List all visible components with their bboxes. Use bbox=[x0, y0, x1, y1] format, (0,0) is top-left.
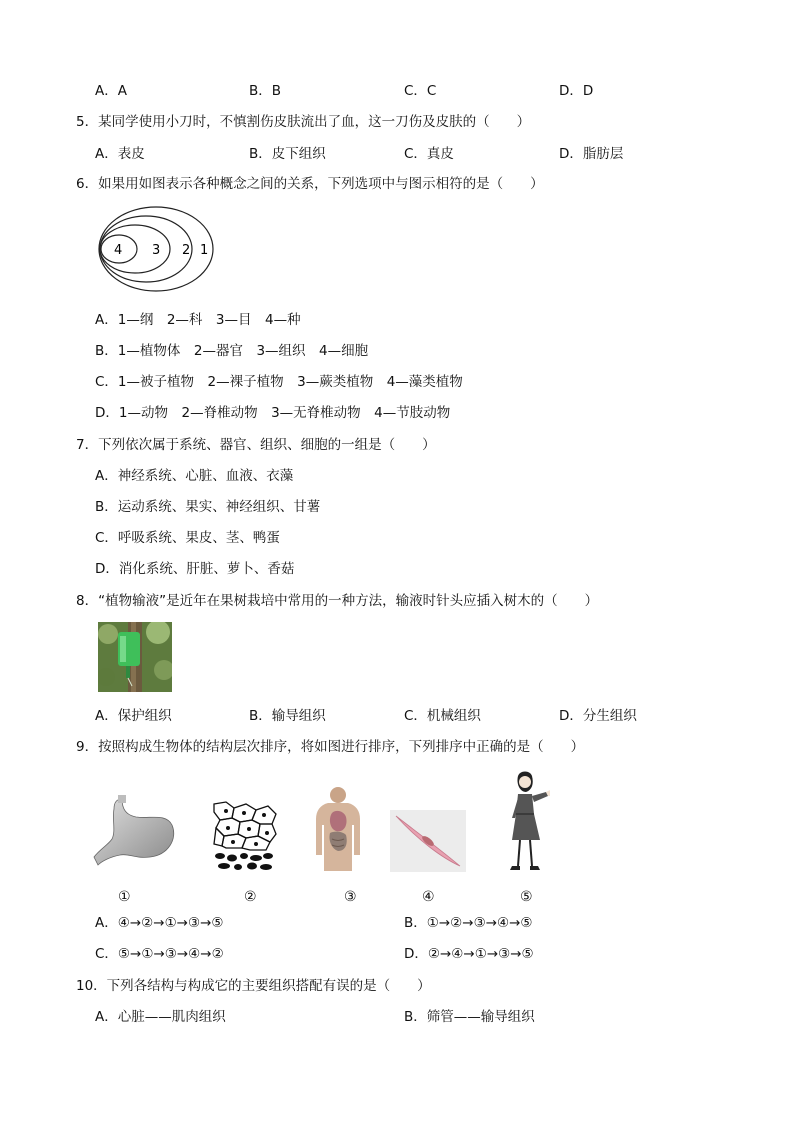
q8-option-a: A．保护组织 bbox=[95, 708, 172, 724]
muscle-cell-illustration bbox=[390, 810, 466, 872]
q5-option-c: C．真皮 bbox=[404, 146, 454, 162]
figure-label-1: ① bbox=[118, 889, 131, 905]
figure-label-2: ② bbox=[244, 889, 257, 905]
figure-label-3: ③ bbox=[344, 889, 357, 905]
q6-option-a: A．1—纲 2—科 3—目 4—种 bbox=[95, 312, 301, 328]
q9-option-c: C．⑤→①→③→④→② bbox=[95, 946, 224, 962]
question-10-stem: 10．下列各结构与构成它的主要组织搭配有误的是（ ） bbox=[76, 978, 431, 994]
label-4: 4 bbox=[114, 243, 123, 258]
question-5-stem: 5．某同学使用小刀时，不慎割伤皮肤流出了血，这一刀伤及皮肤的（ ） bbox=[76, 114, 531, 130]
q7-option-d: D．消化系统、肝脏、萝卜、香菇 bbox=[95, 561, 295, 577]
stomach-illustration bbox=[92, 795, 178, 867]
q5-option-a: A．表皮 bbox=[95, 146, 145, 162]
label-2: 2 bbox=[182, 243, 191, 258]
q8-option-d: D．分生组织 bbox=[559, 708, 637, 724]
question-8-stem: 8．“植物输液”是近年在果树栽培中常用的一种方法，输液时针头应插入树木的（ ） bbox=[76, 593, 599, 609]
question-9-stem: 9．按照构成生物体的结构层次排序，将如图进行排序，下列排序中正确的是（ ） bbox=[76, 739, 585, 755]
option-c: C．C bbox=[404, 83, 437, 99]
q10-option-a: A．心脏——肌肉组织 bbox=[95, 1009, 226, 1025]
q9-option-d: D．②→④→①→③→⑤ bbox=[404, 946, 534, 962]
tree-infusion-photo bbox=[98, 622, 172, 692]
nested-ellipse-diagram bbox=[90, 200, 230, 300]
q6-option-d: D．1—动物 2—脊椎动物 3—无脊椎动物 4—节肢动物 bbox=[95, 405, 451, 421]
q8-option-c: C．机械组织 bbox=[404, 708, 481, 724]
human-system-illustration bbox=[314, 785, 362, 873]
q7-option-b: B．运动系统、果实、神经组织、甘薯 bbox=[95, 499, 321, 515]
q5-option-d: D．脂肪层 bbox=[559, 146, 624, 162]
q7-option-a: A．神经系统、心脏、血液、衣藻 bbox=[95, 468, 294, 484]
q9-option-a: A．④→②→①→③→⑤ bbox=[95, 915, 224, 931]
q7-option-c: C．呼吸系统、果皮、茎、鸭蛋 bbox=[95, 530, 280, 546]
figure-label-4: ④ bbox=[422, 889, 435, 905]
q10-option-b: B．筛管——输导组织 bbox=[404, 1009, 535, 1025]
label-3: 3 bbox=[152, 243, 161, 258]
person-illustration bbox=[504, 770, 552, 874]
option-b: B．B bbox=[249, 83, 282, 99]
option-a: A．A bbox=[95, 83, 127, 99]
q8-option-b: B．输导组织 bbox=[249, 708, 326, 724]
question-6-stem: 6．如果用如图表示各种概念之间的关系，下列选项中与图示相符的是（ ） bbox=[76, 176, 544, 192]
q5-option-b: B．皮下组织 bbox=[249, 146, 326, 162]
question-7-stem: 7．下列依次属于系统、器官、组织、细胞的一组是（ ） bbox=[76, 437, 436, 453]
q9-option-b: B．①→②→③→④→⑤ bbox=[404, 915, 533, 931]
option-d: D．D bbox=[559, 83, 594, 99]
label-1: 1 bbox=[200, 243, 209, 258]
tissue-cells-illustration bbox=[212, 800, 278, 872]
q6-option-c: C．1—被子植物 2—裸子植物 3—蕨类植物 4—藻类植物 bbox=[95, 374, 463, 390]
figure-label-5: ⑤ bbox=[520, 889, 533, 905]
q6-option-b: B．1—植物体 2—器官 3—组织 4—细胞 bbox=[95, 343, 369, 359]
